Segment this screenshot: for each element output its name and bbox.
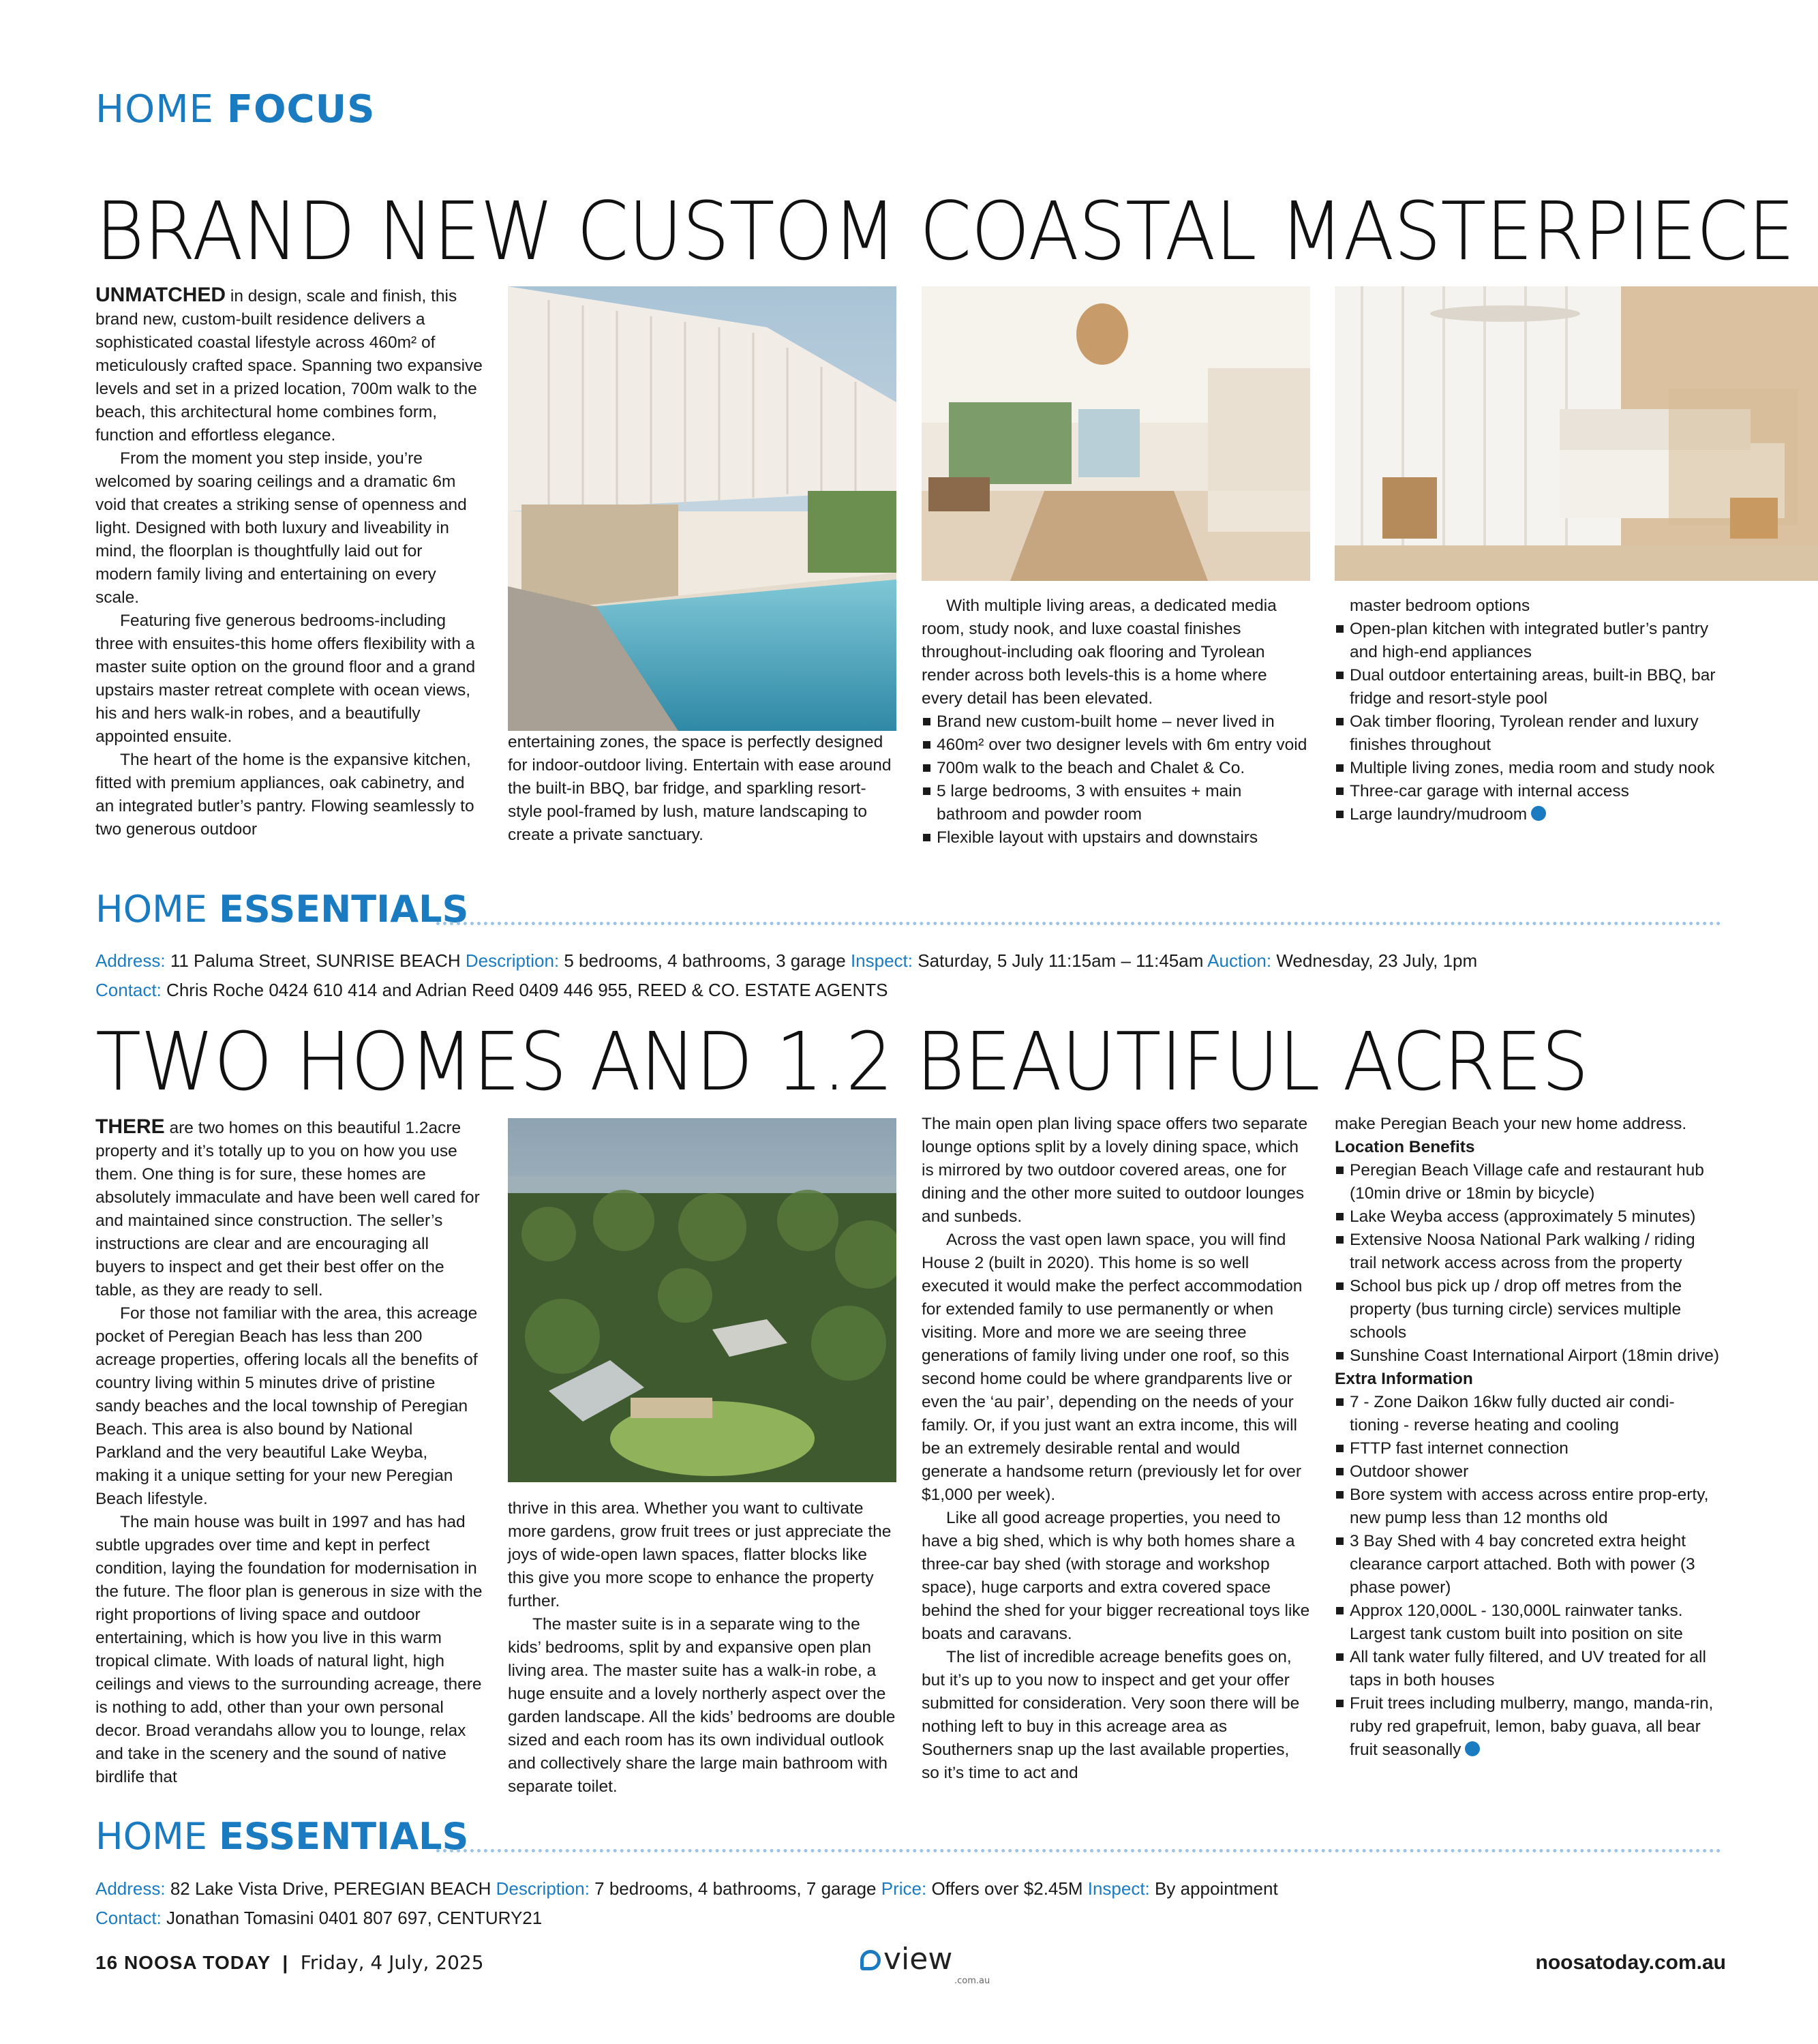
article2-col3: The main open plan living space offers two separate lounge options split by a lovely dining space, which is mirrored by two outdoor covered areas, one for dining and the other more suited to outdoor lounges and sunbeds. Across the vast open lawn space, you will find House 2 (built in 2020). This home is so well executed it would make the perfect accommodation for extended family to use permanently or when visiting. More and more we are seeing three generations of family living under one roof, so this second home could be where grandparents live or even the ‘au pair’, depending on the needs of your family. Or, if you just want an extra income, this will be an extremely desirable rental and would generate a handsome return (previously let for over $1,000 per week). Like all good acreage properties, you need to have a big shed, which is why both homes share a three-car bay shed (with storage and workshop space), huge carports and extra covered space behind the shed for your bigger recreational toys like boats and caravans. The list of incredible acreage benefits goes on, but it’s up to you now to inspect and get your offer submitted for consideration. Very soon there will be nothing left to buy in this acreage area as Southerners snap up the last available properties, so it’s time to act and — [922, 1115, 1310, 1782]
list-item: Outdoor shower — [1335, 1460, 1723, 1484]
list-item: 700m walk to the beach and Chalet & Co. — [922, 757, 1310, 780]
list-item: 5 large bedrooms, 3 with ensuites + main bathroom and powder room — [922, 780, 1310, 826]
list-item: Sunshine Coast International Airport (18min drive) — [1335, 1344, 1723, 1368]
location-list — [1335, 1159, 1723, 1368]
end-mark-icon — [1531, 806, 1546, 821]
bedroom-photo — [1335, 286, 1818, 581]
article1-headline: BRAND NEW CUSTOM COASTAL MASTERPIECE — [95, 184, 1795, 278]
dotted-rule — [436, 922, 1721, 925]
home-essentials-title: HOME ESSENTIALS — [95, 1815, 469, 1858]
view-logo: view .com.au — [860, 1942, 952, 1977]
lead-word: THERE — [95, 1115, 165, 1138]
section-tag: HOME FOCUS — [95, 87, 376, 132]
article1-col2: entertaining zones, the space is perfectly designed for indoor-outdoor living. Entertain with ease around the built-in BBQ, bar fridge, and sparkling resort-style pool-framed by lush, mature landscaping to create a private sanctuary. — [508, 733, 892, 844]
end-mark-icon — [1465, 1741, 1480, 1756]
article1-col1: UNMATCHED in design, scale and finish, this brand new, custom-built residence delivers a sophisticated coastal lifestyle across 460m² of meticulously crafted space. Spanning two expansive levels and set in a prized location, 700m walk to the beach, this architectural home combines form, function and effortless elegance. From the moment you step inside, you’re welcomed by soaring ceilings and a dramatic 6m void that creates a striking sense of openness and light. Designed with both luxury and liveability in mind, the floorplan is thoughtfully laid out for modern family living and entertaining on every scale. Featuring five generous bedrooms-including three with ensuites-this home offers flexibility with a master suite option on the ground floor and a grand upstairs master retreat complete with ocean views, his and hers walk-in robes, and a beautifully appointed ensuite. The heart of the home is the expansive kitchen, fitted with premium appliances, oak cabinetry, and an integrated butler’s pantry. Flowing seamlessly to two generous outdoor — [95, 284, 483, 839]
list-item: Large laundry/mudroom — [1335, 803, 1723, 826]
feature-list — [1335, 618, 1723, 826]
list-item: Lake Weyba access (approximately 5 minutes) — [1335, 1205, 1723, 1229]
article1-col4: master bedroom options Open-plan kitchen with integrated butler’s pantry and high-end appliances Dual outdoor entertaining areas, built-in BBQ, bar fridge and resort-style pool Oak timber flooring, Tyrolean render and luxury finishes throughout Multiple living zones, media room and study nook Three-car garage with internal access Large laundry/mudroom — [1335, 595, 1723, 826]
essentials-contact: Contact: Chris Roche 0424 610 414 and Adrian Reed 0409 446 955, REED & CO. ESTATE AGENTS — [95, 980, 888, 1000]
list-item: Fruit trees including mulberry, mango, manda-rin, ruby red grapefruit, lemon, baby guava, all bear fruit seasonally — [1335, 1692, 1723, 1762]
feature-list — [922, 710, 1310, 850]
article2-headline: TWO HOMES AND 1.2 BEAUTIFUL ACRES — [95, 1015, 1589, 1109]
pool-exterior-photo — [508, 286, 896, 731]
list-item: Flexible layout with upstairs and downstairs — [922, 826, 1310, 850]
list-item: 3 Bay Shed with 4 bay concreted extra height clearance carport attached. Both with power (3 phase power) — [1335, 1530, 1723, 1599]
list-item: Dual outdoor entertaining areas, built-in BBQ, bar fridge and resort-style pool — [1335, 664, 1723, 710]
list-item: Peregian Beach Village cafe and restaurant hub (10min drive or 18min by bicycle) — [1335, 1159, 1723, 1205]
location-benefits-heading: Location Benefits — [1335, 1138, 1475, 1156]
essentials-contact: Contact: Jonathan Tomasini 0401 807 697, CENTURY21 — [95, 1908, 543, 1928]
list-item: FTTP fast internet connection — [1335, 1437, 1723, 1460]
home-essentials-title: HOME ESSENTIALS — [95, 888, 469, 931]
list-item: All tank water fully filtered, and UV treated for all taps in both houses — [1335, 1646, 1723, 1692]
aerial-property-photo — [508, 1118, 896, 1482]
essentials-details: Address: 11 Paluma Street, SUNRISE BEACH Description: 5 bedrooms, 4 bathrooms, 3 garage Inspect: Saturday, 5 July 11:15am – 11:45am Auction: Wednesday, 23 July, 1pm — [95, 950, 1478, 971]
footer-folio: 16 NOOSA TODAY | Friday, 4 July, 2025 — [95, 1951, 484, 1974]
list-item: Bore system with access across entire prop-erty, new pump less than 12 months old — [1335, 1484, 1723, 1530]
list-item: Oak timber flooring, Tyrolean render and luxury finishes throughout — [1335, 710, 1723, 757]
article1-col3: With multiple living areas, a dedicated media room, study nook, and luxe coastal finishes throughout-including oak flooring and Tyrolean render across both levels-this is a home where every detail has been elevated. Brand new custom-built home – never lived in 460m² over two designer levels with 6m entry void 700m walk to the beach and Chalet & Co. 5 large bedrooms, 3 with ensuites + main bathroom and powder room Flexible layout with upstairs and downstairs — [922, 595, 1310, 850]
article2-col4: make Peregian Beach your new home address. Location Benefits Peregian Beach Village cafe and restaurant hub (10min drive or 18min by bicycle) Lake Weyba access (approximately 5 minutes) Extensive Noosa National Park walking / riding trail network access across from the property School bus pick up / drop off metres from the property (bus turning circle) services multiple schools Sunshine Coast International Airport (18min drive) Extra Information 7 - Zone Daikon 16kw fully ducted air condi-tioning - reverse heating and cooling FTTP fast internet connection Outdoor shower Bore system with access across entire prop-erty, new pump less than 12 months old 3 Bay Shed with 4 bay concreted extra height clearance carport attached. Both with power (3 phase power) Approx 120,000L - 130,000L rainwater tanks. Largest tank custom built into position on site All tank water fully filtered, and UV treated for all taps in both houses Fruit trees including mulberry, mango, manda-rin, ruby red grapefruit, lemon, baby guava, all bear fruit seasonally — [1335, 1113, 1723, 1762]
view-logo-icon — [860, 1950, 881, 1970]
dotted-rule — [436, 1849, 1721, 1852]
list-item: 7 - Zone Daikon 16kw fully ducted air condi-tioning - reverse heating and cooling — [1335, 1391, 1723, 1437]
living-dining-photo — [922, 286, 1310, 581]
list-item: Three-car garage with internal access — [1335, 780, 1723, 803]
extra-list — [1335, 1391, 1723, 1762]
footer-website: noosatoday.com.au — [1535, 1951, 1726, 1974]
essentials-details: Address: 82 Lake Vista Drive, PEREGIAN BEACH Description: 7 bedrooms, 4 bathrooms, 7 garage Price: Offers over $2.45M Inspect: By appointment — [95, 1878, 1278, 1899]
list-item: Extensive Noosa National Park walking / riding trail network access across from the property — [1335, 1229, 1723, 1275]
list-item: 460m² over two designer levels with 6m entry void — [922, 734, 1310, 757]
list-item: Multiple living zones, media room and study nook — [1335, 757, 1723, 780]
list-item: Brand new custom-built home – never lived in — [922, 710, 1310, 734]
list-item: Approx 120,000L - 130,000L rainwater tanks. Largest tank custom built into position on site — [1335, 1599, 1723, 1646]
list-item: Open-plan kitchen with integrated butler’s pantry and high-end appliances — [1335, 618, 1723, 664]
article2-col2: thrive in this area. Whether you want to cultivate more gardens, grow fruit trees or just appreciate the joys of wide-open lawn spaces, flatter blocks like this give you more scope to enhance the property further. The master suite is in a separate wing to the kids’ bedrooms, split by and expansive open plan living area. The master suite has a walk-in robe, a huge ensuite and a lovely northerly aspect over the garden landscape. All the kids’ bedrooms are double sized and each room has its own individual outlook and collectively share the large main bathroom with separate toilet. — [508, 1499, 896, 1796]
lead-word: UNMATCHED — [95, 284, 226, 306]
extra-information-heading: Extra Information — [1335, 1370, 1473, 1388]
article2-col1: THERE are two homes on this beautiful 1.2acre property and it’s totally up to you on how you use them. One thing is for sure, these homes are absolutely immaculate and have been well cared for and maintained since construction. The seller’s instructions are clear and are encouraging all buyers to inspect and get their best offer on the table, as they are ready to sell. For those not familiar with the area, this acreage pocket of Peregian Beach has less than 200 acreage properties, offering locals all the benefits of country living within 5 minutes drive of pristine sandy beaches and the local township of Peregian Beach. This area is also bound by National Parkland and the very beautiful Lake Weyba, making it a unique setting for your new Peregian Beach lifestyle. The main house was built in 1997 and has had subtle upgrades over time and kept in perfect condition, laying the foundation for modernisation in the future. The floor plan is generous in size with the right proportions of living space and outdoor entertaining, which is how you live in this warm tropical climate. With loads of natural light, high ceilings and views to the surrounding acreage, there is nothing to add, other than your own personal decor. Broad verandahs allow you to lounge, relax and take in the scenery and the sound of native birdlife that — [95, 1115, 483, 1786]
list-item: School bus pick up / drop off metres from the property (bus turning circle) services multiple schools — [1335, 1275, 1723, 1344]
